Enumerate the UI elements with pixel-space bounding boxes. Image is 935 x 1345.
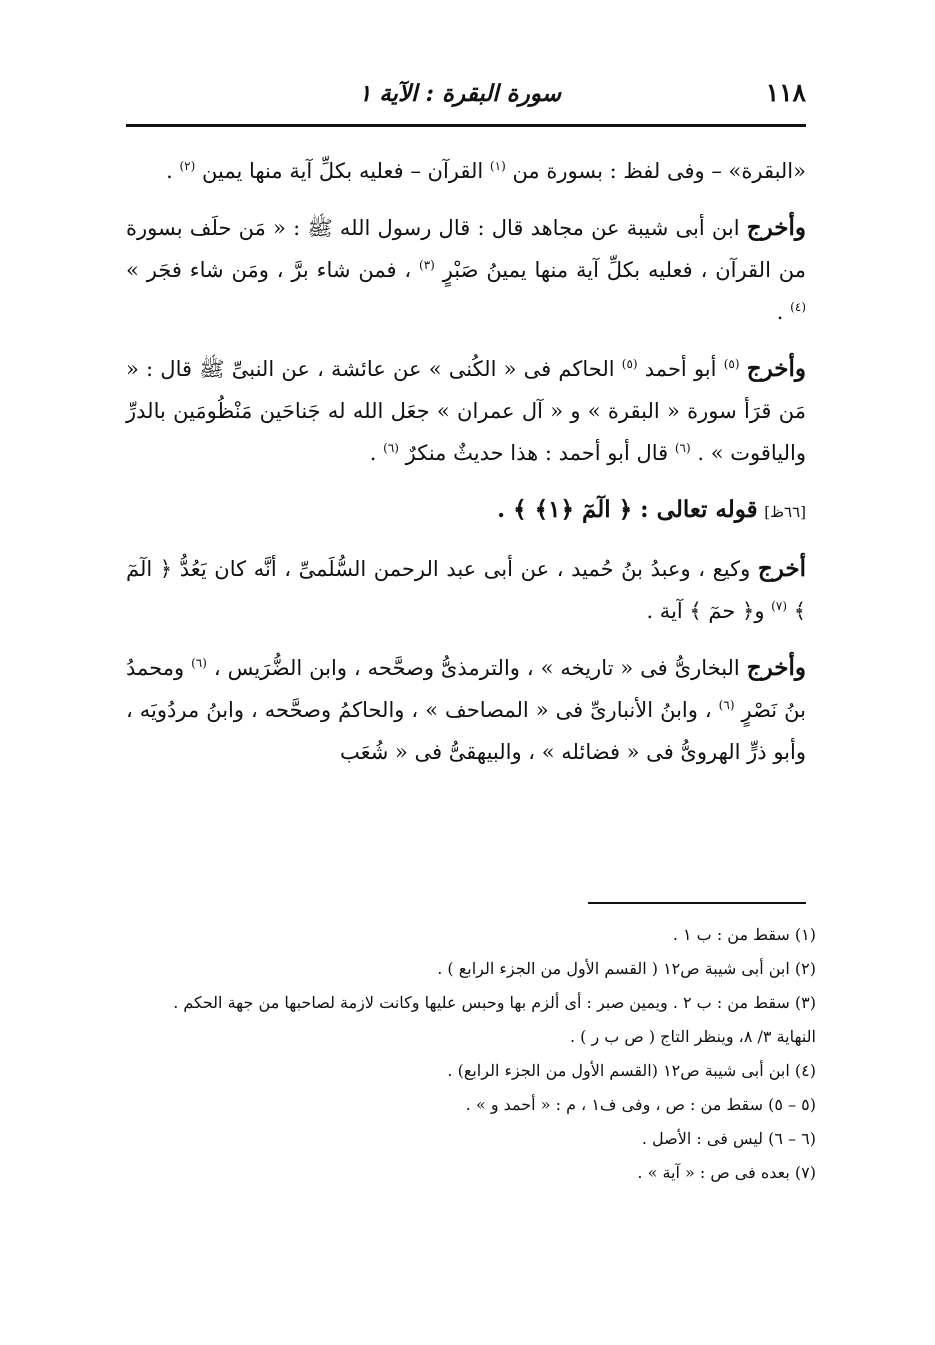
footnote-ref-2: (٢): [179, 159, 196, 173]
paragraph-4: [126, 548, 806, 632]
paragraph-1-text-2: القرآن – فعليه بكلِّ آية منها يمين: [202, 159, 484, 183]
page-header: [126, 78, 806, 118]
footnote-item: (٣) سقط من : ب ٢ . ويمين صبر : أى ألزم بها وحبس عليها وكانت لازمة لصاحبها من جهة الحكم .: [173, 993, 816, 1012]
footnote-ref-5-open: (٥): [723, 357, 740, 371]
paragraph-1-text: «البقرة» – وفى لفظ : بسورة من: [512, 159, 806, 183]
paragraph-3-text-3: قال أبو أحمد : هذا حديثٌ منكرٌ: [405, 441, 669, 465]
footnote-rule: [588, 902, 806, 904]
footnote-item: النهاية ٣/ ٨، وينظر التاج ( ص ب ر ) .: [569, 1027, 816, 1046]
paragraph-5-text: البخارىُّ فى « تاريخه » ، والترمذىُّ وصحَّحه ، وابن الضُّرَيس ،: [213, 656, 740, 680]
header-rule: [126, 124, 806, 127]
footnote-item: (١) سقط من : ب ١ .: [672, 925, 816, 944]
paragraph-1: [126, 150, 806, 192]
paragraph-4-lead: أخرج: [757, 555, 806, 582]
footnote-ref-4: (٤): [790, 300, 806, 314]
paragraph-3: [126, 348, 806, 474]
paragraph-4-text-2: و﴿ حمٓ ﴾ آية .: [646, 599, 765, 623]
paragraph-1-end: .: [166, 159, 173, 183]
paragraph-5-text-2: ومحمدُ بنُ نَصْرٍ: [126, 656, 806, 722]
footnote-ref-5-close: (٥): [621, 357, 638, 371]
footnote-item: (٤) ابن أبى شيبة ص١٢ (القسم الأول من الجزء الرابع) .: [447, 1061, 816, 1080]
paragraph-5-text-3: ، وابنُ الأنبارىِّ فى « المصاحف » ، والحاكمُ وصحَّحه ، وابنُ مردُويَه ، وأبو ذرٍّ الهروىُّ فى « فضائله » ، والبيهقىُّ فى « شُعَب: [126, 698, 806, 764]
paragraph-2-text-2: ، فمن شاء برَّ ، ومَن شاء فجَر »: [126, 258, 412, 282]
footnote-ref-6-close: (٦): [383, 441, 399, 455]
footnote-ref-1: (١): [489, 159, 506, 173]
paragraph-3-text: أبو أحمد: [644, 357, 717, 381]
paragraph-3-lead: وأخرج: [746, 355, 806, 382]
paragraph-5: [126, 647, 806, 773]
section-heading: [126, 489, 806, 533]
footnote-item: (٢) ابن أبى شيبة ص١٢ ( القسم الأول من الجزء الرابع ) .: [437, 959, 816, 978]
footnote-ref-3: (٣): [419, 258, 435, 272]
paragraph-3-end: .: [369, 441, 377, 465]
paragraph-2: [126, 207, 806, 333]
footnote-ref-6b-close: (٦): [718, 698, 735, 712]
footnote-ref-6b-open: (٦): [191, 656, 207, 670]
paragraph-2-text: ابن أبى شيبة عن مجاهد قال : قال رسول الله ﷺ : « مَن حلَف بسورة من القرآن ، فعليه بكلِّ آية منها يمينُ صَبْرٍ: [126, 216, 806, 282]
footnotes: [126, 918, 816, 1190]
footnote-item: (٥ – ٥) سقط من : ص ، وفى ف١ ، م : « أحمد و » .: [465, 1095, 816, 1114]
footnote-item: (٧) بعده فى ص : « آية » .: [637, 1163, 816, 1182]
folio-marker: [٦٦ظ]: [764, 503, 806, 521]
footnote-ref-6-open: (٦): [674, 441, 691, 455]
page-number: ١١٨: [765, 78, 806, 107]
paragraph-5-lead: وأخرج: [746, 654, 806, 681]
paragraph-2-lead: وأخرج: [746, 214, 807, 241]
footnote-ref-7: (٧): [771, 599, 787, 613]
paragraph-3-text-2: الحاكم فى « الكُنى » عن عائشة ، عن النبىِّ ﷺ قال : « مَن قرَأ سورة « البقرة » و « آل عمران » جعَل الله له جَناحَين مَنْظُومَين بالدرِّ والياقوت » .: [126, 357, 806, 465]
running-title: سورة البقرة : الآية ١: [358, 80, 561, 107]
footnote-item: (٦ – ٦) ليس فى : الأصل .: [641, 1129, 816, 1148]
paragraph-2-end: .: [776, 300, 784, 324]
main-text: [126, 150, 806, 788]
section-heading-text: قوله تعالى : ﴿ الٓمٓ ﴿١﴾ ﴾ .: [497, 496, 758, 523]
paragraph-4-text: وكيع ، وعبدُ بنُ حُميد ، عن أبى عبد الرحمن السُّلَمىِّ ، أنَّه كان يَعُدُّ ﴿ الٓمٓ ﴾: [126, 557, 806, 623]
